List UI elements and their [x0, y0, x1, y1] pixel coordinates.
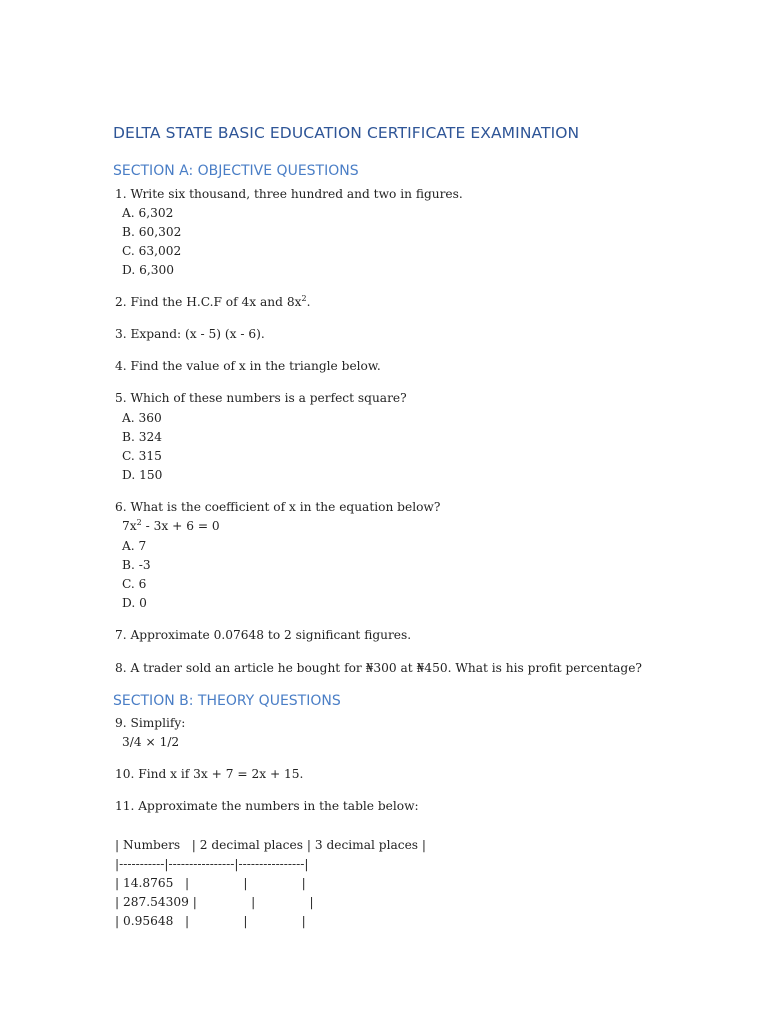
section-b-heading: SECTION B: THEORY QUESTIONS	[113, 693, 341, 709]
question-11: 11. Approximate the numbers in the table below:	[115, 799, 419, 813]
q6-eq-exponent: 2	[136, 518, 142, 527]
q5-option-c: C. 315	[122, 449, 162, 463]
q1-option-c: C. 63,002	[122, 244, 182, 258]
question-9: 9. Simplify:	[115, 716, 186, 730]
q6-option-a: A. 7	[122, 539, 147, 553]
q6-eq-rest: - 3x + 6 = 0	[141, 519, 220, 533]
question-2	[115, 294, 310, 310]
question-1: 1. Write six thousand, three hundred and two in figures.	[115, 187, 463, 201]
q5-option-b: B. 324	[122, 430, 162, 444]
table-header-row: | Numbers | 2 decimal places | 3 decimal places |	[115, 838, 427, 852]
q6-option-c: C. 6	[122, 577, 147, 591]
q6-equation	[122, 518, 220, 534]
question-3: 3. Expand: (x - 5) (x - 6).	[115, 327, 265, 341]
section-a-heading: SECTION A: OBJECTIVE QUESTIONS	[113, 163, 359, 179]
q2-period: .	[306, 295, 311, 309]
table-row: | 14.8765 | | |	[115, 876, 306, 890]
q5-option-a: A. 360	[122, 411, 162, 425]
table-separator-row: |-----------|----------------|----------------|	[115, 857, 309, 871]
table-row: | 287.54309 | | |	[115, 895, 314, 909]
question-5: 5. Which of these numbers is a perfect square?	[115, 391, 407, 405]
q1-option-a: A. 6,302	[122, 206, 174, 220]
table-row: | 0.95648 | | |	[115, 914, 306, 928]
q1-option-d: D. 6,300	[122, 263, 174, 277]
q6-option-b: B. -3	[122, 558, 151, 572]
q2-exponent: 2	[301, 294, 307, 303]
question-7: 7. Approximate 0.07648 to 2 significant figures.	[115, 628, 412, 642]
q6-option-d: D. 0	[122, 596, 147, 610]
question-8: 8. A trader sold an article he bought for ₦300 at ₦450. What is his profit percentage?	[115, 661, 642, 675]
q1-option-b: B. 60,302	[122, 225, 182, 239]
q9-expression: 3/4 × 1/2	[122, 735, 180, 749]
question-6: 6. What is the coefficient of x in the equation below?	[115, 500, 441, 514]
question-10: 10. Find x if 3x + 7 = 2x + 15.	[115, 767, 304, 781]
q5-option-d: D. 150	[122, 468, 163, 482]
q2-text: 2. Find the H.C.F of 4x and 8x	[115, 295, 302, 309]
exam-title: DELTA STATE BASIC EDUCATION CERTIFICATE EXAMINATION	[113, 124, 580, 142]
q6-eq-term: 7x	[122, 519, 137, 533]
question-4: 4. Find the value of x in the triangle below.	[115, 359, 381, 373]
